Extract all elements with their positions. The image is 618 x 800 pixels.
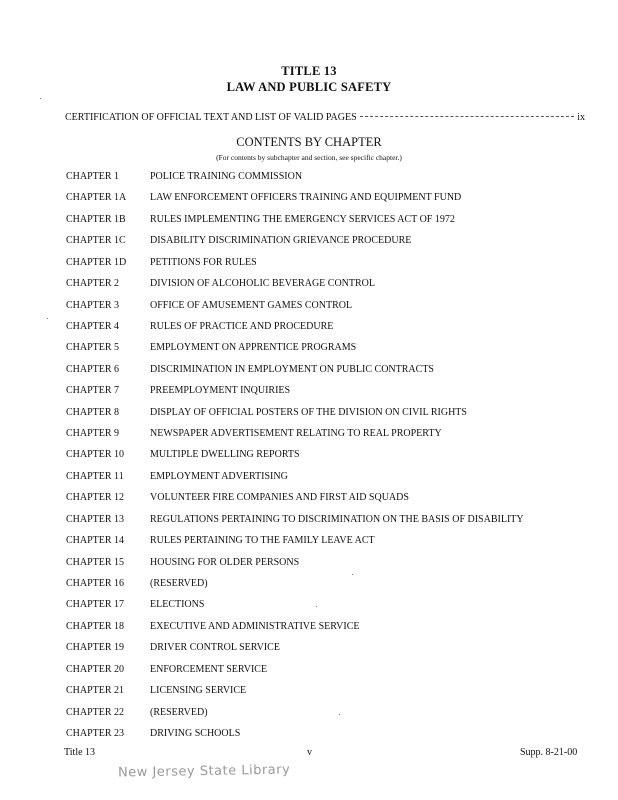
- chapter-title: EMPLOYMENT ADVERTISING: [150, 470, 288, 482]
- chapter-number: CHAPTER 15: [66, 556, 125, 568]
- chapter-row: [0, 492, 618, 513]
- chapter-row: [0, 300, 618, 321]
- scan-speck: [316, 606, 317, 607]
- chapter-number: CHAPTER 1A: [66, 192, 127, 204]
- footer-page-number: v: [307, 747, 312, 758]
- chapter-title: LAW ENFORCEMENT OFFICERS TRAINING AND EQUIPMENT FUND: [150, 192, 462, 204]
- chapter-title: RULES IMPLEMENTING THE EMERGENCY SERVICES ACT OF 1972: [150, 213, 455, 225]
- chapter-row: [0, 685, 618, 706]
- chapter-row: [0, 642, 618, 663]
- scan-speck: [40, 98, 41, 99]
- chapter-title: RULES PERTAINING TO THE FAMILY LEAVE ACT: [150, 535, 375, 547]
- chapter-title: PREEMPLOYMENT INQUIRIES: [150, 385, 291, 397]
- scan-speck: [339, 714, 340, 715]
- chapter-title: DRIVER CONTROL SERVICE: [150, 642, 280, 654]
- chapter-title: NEWSPAPER ADVERTISEMENT RELATING TO REAL PROPERTY: [150, 428, 442, 440]
- chapter-row: [0, 257, 618, 278]
- chapter-number: CHAPTER 1C: [66, 235, 126, 247]
- chapter-number: CHAPTER 7: [66, 385, 120, 397]
- chapter-row: [0, 407, 618, 428]
- chapter-number: CHAPTER 2: [66, 278, 120, 290]
- chapter-title: POLICE TRAINING COMMISSION: [150, 171, 303, 182]
- chapter-row: [0, 599, 618, 620]
- chapter-row: [0, 192, 618, 213]
- chapter-title: EMPLOYMENT ON APPRENTICE PROGRAMS: [150, 342, 357, 354]
- chapter-title: ELECTIONS: [150, 599, 205, 611]
- chapter-title: MULTIPLE DWELLING REPORTS: [150, 449, 300, 461]
- chapter-number: CHAPTER 10: [66, 449, 125, 461]
- chapter-number: CHAPTER 5: [66, 342, 120, 354]
- chapter-number: CHAPTER 21: [66, 685, 125, 697]
- title-number: TITLE 13: [281, 64, 337, 78]
- chapter-title: LICENSING SERVICE: [150, 685, 247, 697]
- footer-title: Title 13: [64, 747, 96, 758]
- chapter-row: [0, 321, 618, 342]
- chapter-row: [0, 707, 618, 728]
- certification-line: [65, 112, 585, 123]
- chapter-title: ENFORCEMENT SERVICE: [150, 663, 268, 675]
- chapter-row: [0, 342, 618, 363]
- chapter-number: CHAPTER 1: [66, 171, 120, 182]
- chapter-title: DISPLAY OF OFFICIAL POSTERS OF THE DIVISION ON CIVIL RIGHTS: [150, 406, 467, 418]
- chapter-title: PETITIONS FOR RULES: [150, 256, 257, 268]
- chapter-row: [0, 578, 618, 599]
- chapter-title: VOLUNTEER FIRE COMPANIES AND FIRST AID SQUADS: [150, 492, 409, 504]
- chapter-number: CHAPTER 11: [66, 470, 124, 482]
- chapter-row: [0, 278, 618, 299]
- chapter-row: [0, 428, 618, 449]
- chapter-number: CHAPTER 20: [66, 663, 125, 675]
- certification-text: CERTIFICATION OF OFFICIAL TEXT AND LIST OF VALID PAGES: [65, 112, 357, 123]
- chapter-number: CHAPTER 19: [66, 642, 125, 654]
- chapter-title: HOUSING FOR OLDER PERSONS: [150, 556, 300, 568]
- chapter-number: CHAPTER 8: [66, 406, 120, 418]
- chapter-number: CHAPTER 6: [66, 363, 120, 375]
- chapter-title: DIVISION OF ALCOHOLIC BEVERAGE CONTROL: [150, 278, 375, 290]
- chapter-row: [0, 171, 618, 192]
- chapter-row: [0, 664, 618, 685]
- chapter-number: CHAPTER 14: [66, 535, 125, 547]
- chapter-number: CHAPTER 1B: [66, 213, 126, 225]
- chapter-title: EXECUTIVE AND ADMINISTRATIVE SERVICE: [150, 620, 360, 632]
- certification-page: ix: [577, 112, 585, 123]
- chapter-number: CHAPTER 12: [66, 492, 125, 504]
- chapter-title: (RESERVED): [150, 578, 208, 590]
- library-stamp: New Jersey State Library: [117, 762, 291, 781]
- dot-leader: [360, 116, 575, 117]
- chapter-row: [0, 514, 618, 535]
- chapter-number: CHAPTER 1D: [66, 256, 127, 268]
- chapter-number: CHAPTER 17: [66, 599, 125, 611]
- contents-heading: CONTENTS BY CHAPTER: [236, 135, 382, 149]
- chapter-row: [0, 214, 618, 235]
- chapter-row: [0, 621, 618, 642]
- chapter-number: CHAPTER 23: [66, 727, 125, 739]
- chapter-row: [0, 557, 618, 578]
- chapter-number: CHAPTER 16: [66, 578, 125, 590]
- chapter-title: (RESERVED): [150, 706, 208, 718]
- chapter-number: CHAPTER 3: [66, 299, 120, 311]
- chapter-title: OFFICE OF AMUSEMENT GAMES CONTROL: [150, 299, 353, 311]
- chapter-row: [0, 364, 618, 385]
- chapter-number: CHAPTER 18: [66, 620, 125, 632]
- title-name: LAW AND PUBLIC SAFETY: [226, 80, 392, 94]
- chapter-number: CHAPTER 13: [66, 513, 125, 525]
- chapter-row: [0, 385, 618, 406]
- chapter-row: [0, 535, 618, 556]
- chapter-row: [0, 449, 618, 470]
- chapter-title: DISCRIMINATION IN EMPLOYMENT ON PUBLIC CONTRACTS: [150, 363, 434, 375]
- scan-speck: [47, 318, 48, 319]
- chapter-list: [0, 171, 618, 749]
- chapter-title: DRIVING SCHOOLS: [150, 727, 241, 739]
- chapter-number: CHAPTER 22: [66, 706, 125, 718]
- chapter-row: [0, 235, 618, 256]
- footer-supplement: Supp. 8-21-00: [520, 747, 578, 758]
- contents-note: (For contents by subchapter and section, see specific chapter.): [216, 153, 402, 162]
- chapter-title: DISABILITY DISCRIMINATION GRIEVANCE PROCEDURE: [150, 235, 412, 247]
- chapter-title: REGULATIONS PERTAINING TO DISCRIMINATION ON THE BASIS OF DISABILITY: [150, 513, 524, 525]
- chapter-number: CHAPTER 9: [66, 428, 120, 440]
- chapter-number: CHAPTER 4: [66, 320, 120, 332]
- scan-speck: [352, 574, 353, 575]
- chapter-row: [0, 471, 618, 492]
- chapter-title: RULES OF PRACTICE AND PROCEDURE: [150, 320, 334, 332]
